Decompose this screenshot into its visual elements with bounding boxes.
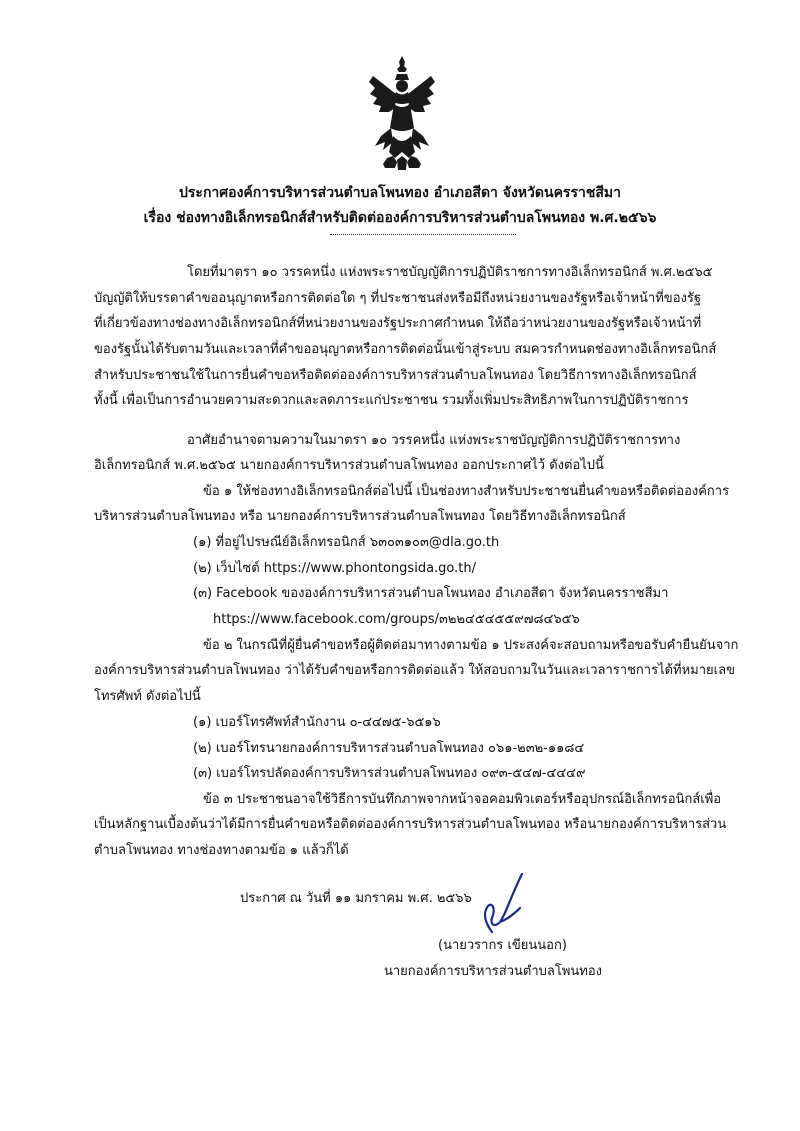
handwritten-signature xyxy=(462,862,542,942)
signer-name: (นายวรากร เขียนนอก) xyxy=(438,938,567,953)
clause2-line: ข้อ ๒ ในกรณีที่ผู้ยื่นคำขอหรือผู้ติดต่อมาทางตามข้อ ๑ ประสงค์จะสอบถามหรือขอรับคำยืนยันจาก xyxy=(203,638,739,653)
clause2-line: โทรศัพท์ ดังต่อไปนี้ xyxy=(94,689,201,704)
announcement-subject: เรื่อง ช่องทางอิเล็กทรอนิกส์สำหรับติดต่อองค์การบริหารส่วนตำบลโพนทอง พ.ศ.๒๕๖๖ xyxy=(143,210,657,226)
clause3-line: ตำบลโพนทอง ทางช่องทางตามข้อ ๑ แล้วก็ได้ xyxy=(94,843,349,858)
clause1-line: บริหารส่วนตำบลโพนทอง หรือ นายกองค์การบริหารส่วนตำบลโพนทอง โดยวิธีทางอิเล็กทรอนิกส์ xyxy=(94,509,626,524)
para2-line: อิเล็กทรอนิกส์ พ.ศ.๒๕๖๕ นายกองค์การบริหารส่วนตำบลโพนทอง ออกประกาศไว้ ดังต่อไปนี้ xyxy=(94,458,604,473)
clause3-line: ข้อ ๓ ประชาชนอาจใช้วิธีการบันทึกภาพจากหน้าจอคอมพิวเตอร์หรืออุปกรณ์อิเล็กทรอนิกส์เพื่อ xyxy=(203,792,722,807)
clause1-line: ข้อ ๑ ให้ช่องทางอิเล็กทรอนิกส์ต่อไปนี้ เป็นช่องทางสำหรับประชาชนยื่นคำขอหรือติดต่อองค์การ xyxy=(203,484,730,499)
announcement-title: ประกาศองค์การบริหารส่วนตำบลโพนทอง อำเภอสีดา จังหวัดนครราชสีมา xyxy=(179,185,621,201)
para1-line: บัญญัติให้บรรดาคำขออนุญาตหรือการติดต่อใด ๆ ที่ประชาชนส่งหรือมีถึงหน่วยงานของรัฐหรือเจ้าหน้าที่ของรัฐ xyxy=(94,291,702,306)
garuda-emblem-icon xyxy=(367,54,437,174)
para1-line: ที่เกี่ยวข้องทางช่องทางอิเล็กทรอนิกส์ที่หน่วยงานของรัฐประกาศกำหนด ให้ถือว่าหน่วยงานของรัฐหรือเจ้าหน้าที่ xyxy=(94,316,702,331)
phone-clerk: (๓) เบอร์โทรปลัดองค์การบริหารส่วนตำบลโพนทอง ๐๙๓-๕๔๗-๔๔๔๙ xyxy=(193,766,586,781)
channel-website: (๒) เว็บไซต์ https://www.phontongsida.go.th/ xyxy=(193,561,476,576)
separator-line xyxy=(330,234,516,235)
signer-title: นายกองค์การบริหารส่วนตำบลโพนทอง xyxy=(384,964,603,979)
para1-line: ของรัฐนั้นได้รับตามวันและเวลาที่คำขออนุญาตหรือการติดต่อนั้นเข้าสู่ระบบ สมควรกำหนดช่องทางอิเล็กทรอนิกส์ xyxy=(94,342,717,357)
announcement-date: ประกาศ ณ วันที่ ๑๑ มกราคม พ.ศ. ๒๕๖๖ xyxy=(240,891,472,906)
phone-mayor: (๒) เบอร์โทรนายกองค์การบริหารส่วนตำบลโพนทอง ๐๖๑-๒๓๒-๑๑๘๔ xyxy=(193,741,585,756)
para1-line: สำหรับประชาชนใช้ในการยื่นคำขอหรือติดต่อองค์การบริหารส่วนตำบลโพนทอง โดยวิธีการทางอิเล็กทรอนิกส์ xyxy=(94,368,697,383)
channel-facebook: (๓) Facebook ขององค์การบริหารส่วนตำบลโพนทอง อำเภอสีดา จังหวัดนครราชสีมา xyxy=(193,586,669,601)
para1-line: ทั้งนี้ เพื่อเป็นการอำนวยความสะดวกและลดภาระแก่ประชาชน รวมทั้งเพิ่มประสิทธิภาพในการปฏิบัติราชการ xyxy=(94,393,689,408)
phone-office: (๑) เบอร์โทรศัพท์สำนักงาน ๐-๔๔๗๕-๖๕๑๖ xyxy=(193,715,441,730)
para1-line: โดยที่มาตรา ๑๐ วรรคหนึ่ง แห่งพระราชบัญญัติการปฏิบัติราชการทางอิเล็กทรอนิกส์ พ.ศ.๒๕๖๕ xyxy=(187,265,713,280)
channel-email: (๑) ที่อยู่ไปรษณีย์อิเล็กทรอนิกส์ ๖๓๐๓๑๐๓@dla.go.th xyxy=(193,535,500,550)
para2-line: อาศัยอำนาจตามความในมาตรา ๑๐ วรรคหนึ่ง แห่งพระราชบัญญัติการปฏิบัติราชการทาง xyxy=(187,433,681,448)
clause3-line: เป็นหลักฐานเบื้องต้นว่าได้มีการยื่นคำขอหรือติดต่อองค์การบริหารส่วนตำบลโพนทอง หรือนายกองค์การบริหารส่วน xyxy=(94,817,727,832)
channel-facebook-url: https://www.facebook.com/groups/๓๒๒๔๕๔๕๕๙๗๘๔๖๕๖ xyxy=(213,612,580,627)
clause2-line: องค์การบริหารส่วนตำบลโพนทอง ว่าได้รับคำขอหรือการติดต่อแล้ว ให้สอบถามในวันและเวลาราชการได้ที่หมายเลข xyxy=(94,663,735,678)
